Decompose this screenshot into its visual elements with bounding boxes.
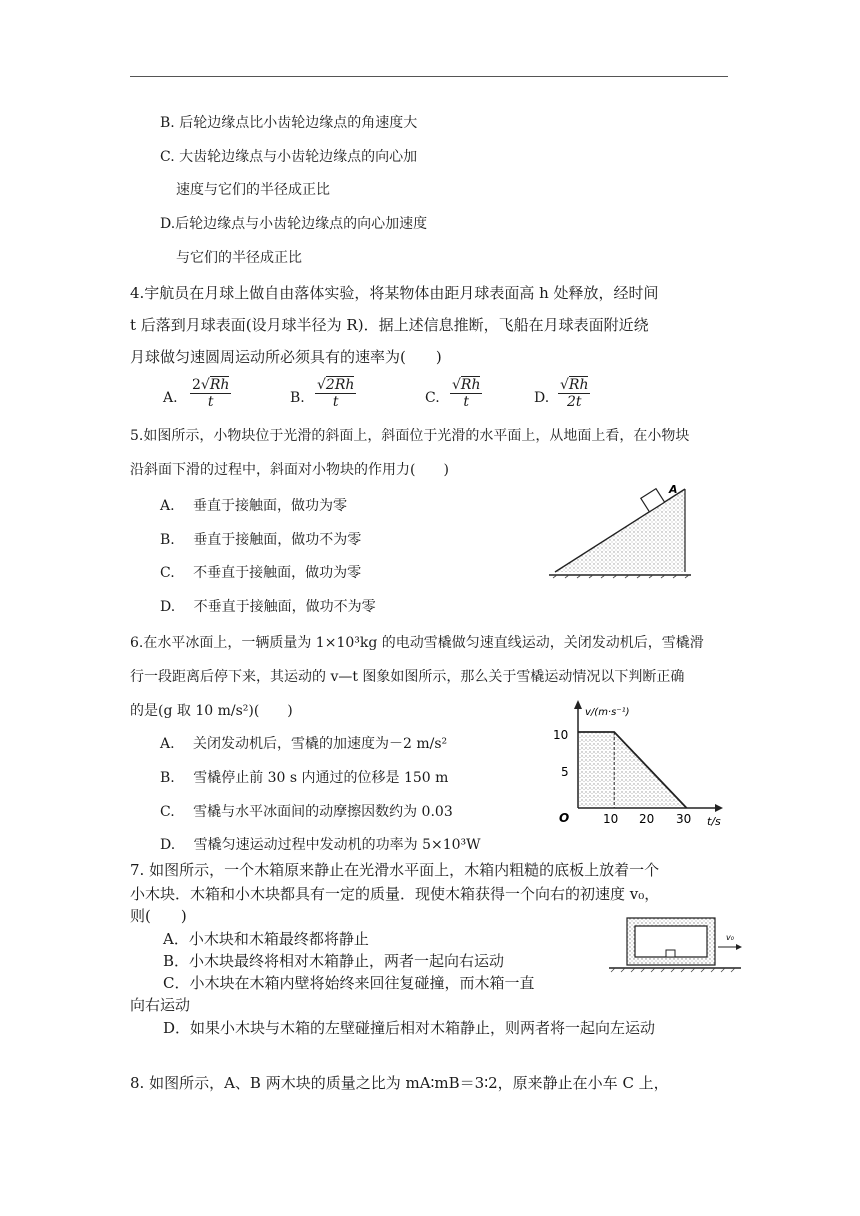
q6-option-a: A. 关闭发动机后，雪橇的加速度为－2 m/s² xyxy=(160,736,448,752)
q6-line3: 的是(g 取 10 m/s²)( ) xyxy=(130,703,293,719)
q4-line3: 月球做匀速圆周运动所必须具有的速率为( ) xyxy=(130,348,442,366)
q7-line2: 小木块．木箱和小木块都具有一定的质量．现使木箱获得一个向右的初速度 v₀， xyxy=(130,885,660,903)
q4-option-c-formula: $\frac{√Rh}{t}$ xyxy=(452,377,481,410)
q6-option-d: D. 雪橇匀速运动过程中发动机的功率为 5×10³W xyxy=(160,837,481,853)
x-tick-10: 10 xyxy=(603,812,619,826)
q6-option-c: C. 雪橇与水平冰面间的动摩擦因数约为 0.03 xyxy=(160,804,453,820)
y-axis-label: v/(m·s⁻¹) xyxy=(585,707,630,718)
q5-option-d: D. 不垂直于接触面，做功不为零 xyxy=(160,599,376,615)
q7-option-c-line1: C．小木块在木箱内壁将始终来回往复碰撞，而木箱一直 xyxy=(163,974,535,992)
q4-option-b-label: B. xyxy=(290,390,305,406)
x-axis-arrow xyxy=(715,804,723,812)
q7-line1: 7. 如图所示，一个木箱原来静止在光滑水平面上，木箱内粗糙的底板上放着一个 xyxy=(130,861,660,879)
q3-option-c-line1: C. 大齿轮边缘点与小齿轮边缘点的向心加 xyxy=(160,149,418,165)
x-tick-20: 20 xyxy=(639,812,655,826)
q3-option-b: B. 后轮边缘点比小齿轮边缘点的角速度大 xyxy=(160,115,418,131)
q7-option-d: D．如果小木块与木箱的左壁碰撞后相对木箱静止，则两者将一起向左运动 xyxy=(163,1019,656,1037)
q6-line1: 6.在水平冰面上，一辆质量为 1×10³kg 的电动雪橇做匀速直线运动，关闭发动机后，雪橇滑 xyxy=(130,635,704,651)
q7-option-c-line2: 向右运动 xyxy=(130,996,191,1014)
q3-option-c-line2: 速度与它们的半径成正比 xyxy=(176,182,330,198)
origin-label: O xyxy=(559,811,570,825)
q5-option-b: B. 垂直于接触面，做功不为零 xyxy=(160,532,362,548)
vt-graph xyxy=(545,695,730,830)
header-rule xyxy=(130,76,728,77)
q3-option-d-line1: D.后轮边缘点与小齿轮边缘点的向心加速度 xyxy=(160,216,428,232)
q4-option-d-formula: $\frac{√Rh}{2t}$ xyxy=(560,377,589,410)
q5-line2: 沿斜面下滑的过程中，斜面对小物块的作用力( ) xyxy=(130,462,449,478)
y-axis-arrow xyxy=(574,700,582,709)
q6-line2: 行一段距离后停下来，其运动的 v—t 图象如图所示，那么关于雪橇运动情况以下判断正确 xyxy=(130,669,685,685)
q4-line2: t 后落到月球表面(设月球半径为 R)．据上述信息推断，飞船在月球表面附近绕 xyxy=(130,316,649,334)
box-figure xyxy=(605,910,745,978)
q5-option-c: C. 不垂直于接触面，做功为零 xyxy=(160,565,362,581)
q5-option-a: A. 垂直于接触面，做功为零 xyxy=(160,498,348,514)
q4-option-d-label: D. xyxy=(534,390,550,406)
q7-option-b: B．小木块最终将相对木箱静止，两者一起向右运动 xyxy=(163,952,505,970)
q7-option-a: A．小木块和木箱最终都将静止 xyxy=(163,930,369,948)
q7-line3: 则( ) xyxy=(130,907,187,925)
q4-option-c-label: C. xyxy=(425,390,440,406)
q6-option-b: B. 雪橇停止前 30 s 内通过的位移是 150 m xyxy=(160,770,449,786)
q4-line1: 4.宇航员在月球上做自由落体实验，将某物体由距月球表面高 h 处释放，经时间 xyxy=(130,284,659,302)
q3-option-d-line2: 与它们的半径成正比 xyxy=(176,250,302,266)
q4-option-a-label: A. xyxy=(163,390,178,406)
q8-line1: 8. 如图所示，A、B 两木块的质量之比为 mA∶mB＝3∶2，原来静止在小车 C 上， xyxy=(130,1074,669,1092)
x-tick-30: 30 xyxy=(676,812,692,826)
y-tick-5: 5 xyxy=(561,765,569,779)
y-tick-10: 10 xyxy=(553,728,569,742)
q4-option-a-formula: $\frac{2√Rh}{t}$ xyxy=(192,377,230,410)
q4-option-b-formula: $\frac{√2Rh}{t}$ xyxy=(317,377,355,410)
q5-line1: 5.如图所示，小物块位于光滑的斜面上，斜面位于光滑的水平面上，从地面上看，在小物块 xyxy=(130,428,690,444)
velocity-label: v₀ xyxy=(726,933,734,942)
graph-shading xyxy=(578,732,687,808)
small-wood-block xyxy=(666,950,675,957)
incline-figure xyxy=(545,475,695,580)
block-label: A xyxy=(669,483,678,496)
wooden-box xyxy=(627,918,715,965)
x-axis-label: t/s xyxy=(707,815,721,828)
